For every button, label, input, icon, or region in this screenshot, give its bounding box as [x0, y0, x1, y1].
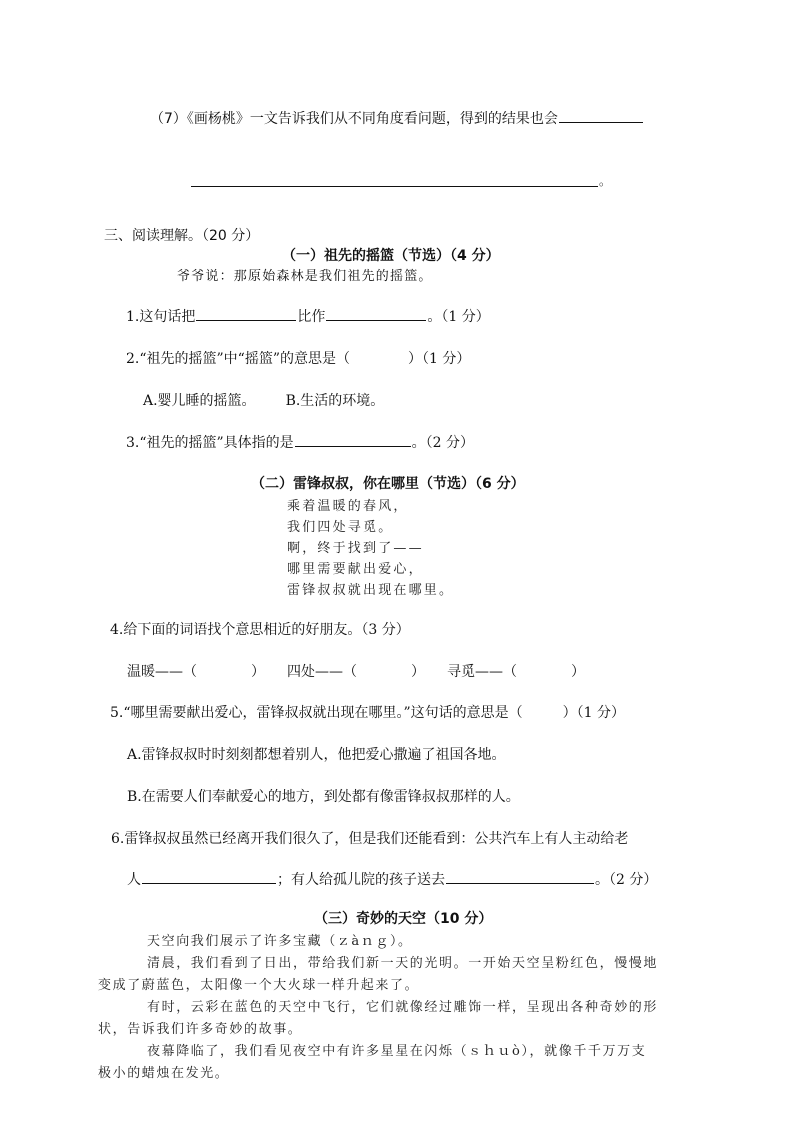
question-4-words: 温暖——（ ） 四处——（ ） 寻觅——（ ） [127, 664, 585, 680]
question-2: 2.“祖先的摇篮”中“摇篮”的意思是（ ）（1 分） [126, 351, 471, 367]
answer-blank[interactable] [295, 445, 411, 447]
word-item: 四处——（ [287, 664, 357, 680]
period: 。 [599, 174, 612, 188]
part1-title: （一）祖先的摇篮（节选）（4 分） [282, 248, 500, 264]
question-1: 1.这句话把 比作 。（1 分） [126, 309, 490, 325]
word-item: 寻觅——（ [447, 664, 517, 680]
section-heading: 三、阅读理解。（20 分） [104, 228, 260, 244]
option-a: A.婴儿睡的摇篮。 [143, 393, 256, 409]
passage-line: 变成了蔚蓝色，太阳像一个大火球一样升起来了。 [98, 978, 420, 993]
passage-line: 有时，云彩在蓝色的天空中飞行，它们就像经过雕饰一样，呈现出各种奇妙的形 [147, 1000, 659, 1015]
part3-title: （三）奇妙的天空（10 分） [314, 911, 493, 927]
part1-excerpt: 爷爷说：那原始森林是我们祖先的摇篮。 [177, 269, 433, 284]
question-5: 5.“哪里需要献出爱心，雷锋叔叔就出现在哪里。”这句话的意思是（ ）（1 分） [110, 705, 626, 721]
answer-blank[interactable] [142, 882, 276, 884]
question-3: 3.“祖先的摇篮”具体指的是 。（2 分） [126, 435, 475, 451]
word-item: 温暖——（ [127, 664, 197, 680]
answer-blank[interactable] [191, 186, 598, 187]
poem-line: 哪里需要献出爱心， [287, 562, 424, 577]
option-a: A.雷锋叔叔时时刻刻都想着别人，他把爱心撒遍了祖国各地。 [127, 747, 506, 763]
poem-line: 我们四处寻觅。 [287, 520, 394, 535]
question-7 [150, 108, 644, 128]
passage-line: 极小的蜡烛在发光。 [98, 1066, 230, 1081]
answer-blank[interactable] [196, 319, 296, 321]
poem-line: 啊，终于找到了—— [287, 541, 424, 556]
question-7-text: （7）《画杨桃》一文告诉我们从不同角度看问题，得到的结果也会 [150, 111, 558, 127]
answer-blank[interactable] [446, 882, 594, 884]
passage-line: 夜幕降临了，我们看见夜空中有许多星星在闪烁（ｓｈｕò），就像千千万万支 [147, 1044, 647, 1059]
passage-line: 天空向我们展示了许多宝藏（ｚàｎｇ）。 [147, 934, 413, 949]
passage-line: 清晨，我们看到了日出，带给我们新一天的光明。一开始天空呈粉红色，慢慢地 [147, 956, 659, 971]
answer-blank[interactable] [559, 121, 643, 123]
option-b: B.生活的环境。 [285, 393, 385, 409]
passage-line: 状，告诉我们许多奇妙的故事。 [98, 1022, 303, 1037]
answer-blank[interactable] [326, 319, 426, 321]
poem-line: 雷锋叔叔就出现在哪里。 [287, 583, 455, 598]
option-b: B.在需要人们奉献爱心的地方，到处都有像雷锋叔叔那样的人。 [127, 789, 520, 805]
question-6-line1: 6.雷锋叔叔虽然已经离开我们很久了，但是我们还能看到：公共汽车上有人主动给老 [111, 831, 629, 847]
question-2-options [143, 390, 384, 410]
poem-line: 乘着温暖的春风， [287, 499, 409, 514]
question-6-line2: 人 ；有人给孤儿院的孩子送去 。（2 分） [127, 872, 658, 888]
part2-title: （二）雷锋叔叔，你在哪里（节选）（6 分） [251, 476, 525, 492]
question-4: 4.给下面的词语找个意思相近的好朋友。（3 分） [110, 622, 410, 638]
